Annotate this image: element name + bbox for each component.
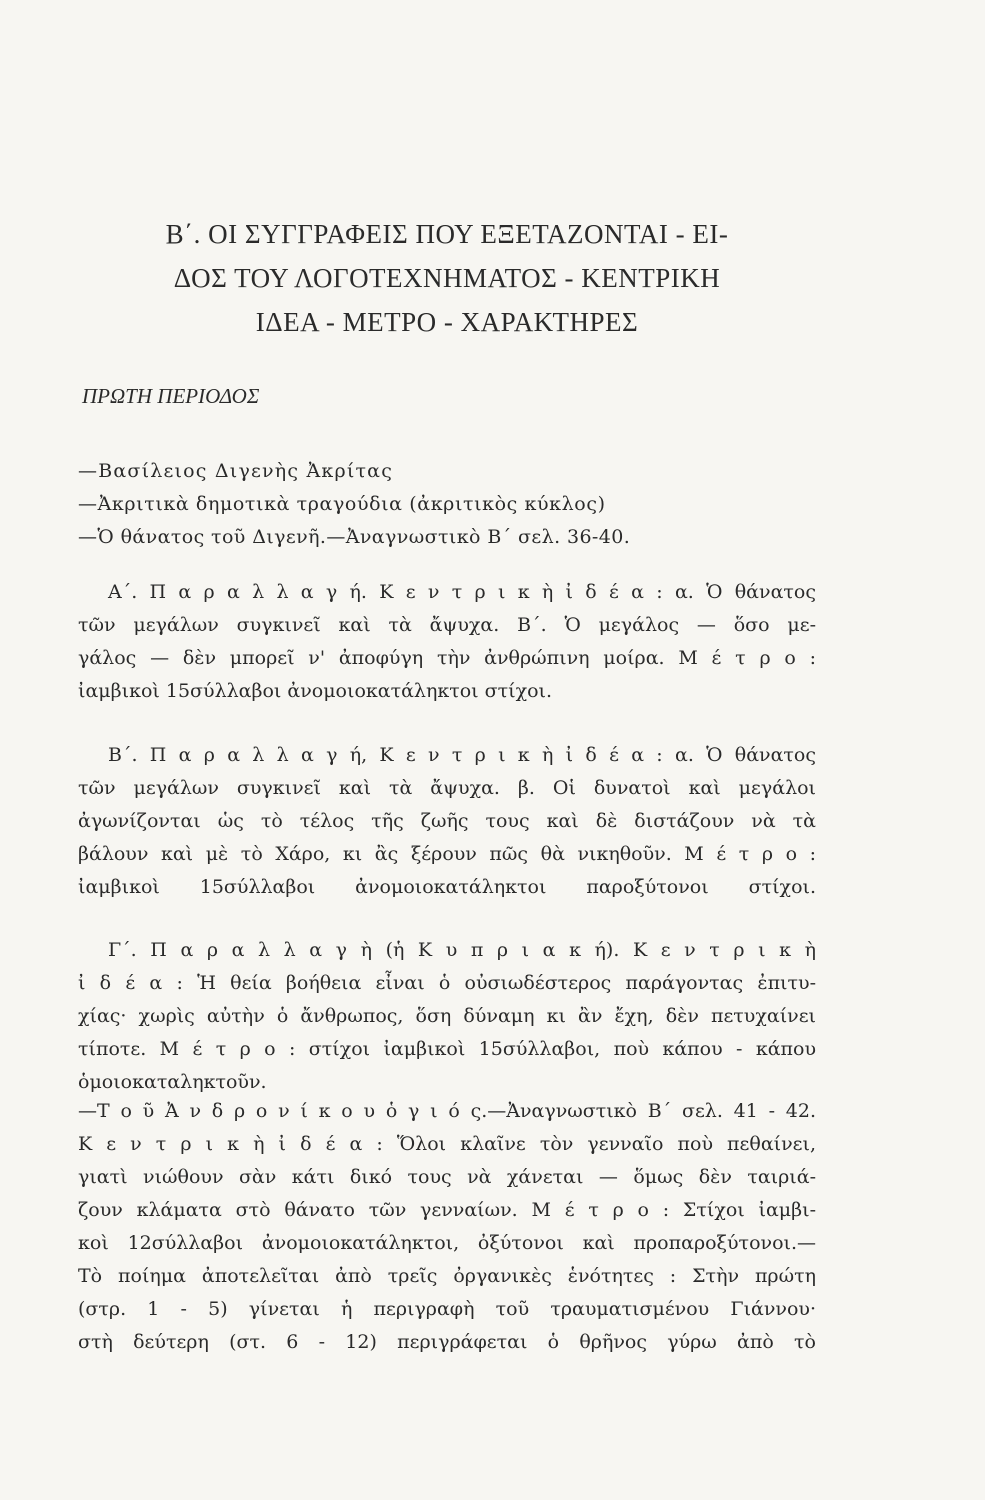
heading-line: ΔΟΣ ΤΟΥ ΛΟΓΟΤΕΧΝΗΜΑΤΟΣ - ΚΕΝΤΡΙΚΗ bbox=[173, 263, 721, 293]
text-line: χίας· χωρὶς αὐτὴν ὁ ἄνθρωπος, ὅση δύναμη κι ἂν ἔχη, δὲν πετυχαίνει bbox=[78, 1005, 816, 1027]
paragraph-variant-a bbox=[78, 576, 816, 708]
period-title: ΠΡΩΤΗ ΠΕΡΙΟΔΟΣ bbox=[82, 384, 260, 408]
text-line: Β΄. Π α ρ α λ λ α γ ή, Κ ε ν τ ρ ι κ ὴ ἰ δ έ α : α. Ὁ θάνατος bbox=[108, 744, 816, 766]
text-line: Γ΄. Π α ρ α λ λ α γ ὴ (ἡ Κ υ π ρ ι α κ ή). Κ ε ν τ ρ ι κ ὴ bbox=[108, 939, 816, 961]
text-line: τίποτε. Μ έ τ ρ ο : στίχοι ἰαμβικοὶ 15σύλλαβοι, ποὺ κάπου - κάπου bbox=[78, 1038, 816, 1060]
text-line: ὁμοιοκαταληκτοῦν. bbox=[78, 1071, 267, 1093]
chapter-heading bbox=[78, 212, 816, 344]
text-line: τῶν μεγάλων συγκινεῖ καὶ τὰ ἄψυχα. Β΄. Ὁ μεγάλος — ὅσο με- bbox=[78, 614, 816, 636]
work-line: —Βασίλειος Διγενὴς Ἀκρίτας bbox=[78, 460, 394, 482]
text-line: Α΄. Π α ρ α λ λ α γ ή. Κ ε ν τ ρ ι κ ὴ ἰ δ έ α : α. Ὁ θάνατος bbox=[108, 581, 816, 603]
text-line: ἰ δ έ α : Ἡ θεία βοήθεια εἶναι ὁ οὐσιωδέστερος παράγοντας ἐπιτυ- bbox=[78, 972, 816, 994]
text-line: στὴ δεύτερη (στ. 6 - 12) περιγράφεται ὁ θρῆνος γύρω ἀπὸ τὸ bbox=[78, 1331, 816, 1353]
text-line: κοὶ 12σύλλαβοι ἀνομοιοκατάληκτοι, ὀξύτονοι καὶ προπαροξύτονοι.— bbox=[78, 1232, 816, 1254]
text-line: —Τ ο ῦ Ἀ ν δ ρ ο ν ί κ ο υ ὁ γ ι ό ς.—Ἀναγνωστικὸ Β΄ σελ. 41 - 42. bbox=[78, 1100, 816, 1122]
text-line: Τὸ ποίημα ἀποτελεῖται ἀπὸ τρεῖς ὀργανικὲς ἑνότητες : Στὴν πρώτη bbox=[78, 1265, 816, 1287]
work-line: —Ἀκριτικὰ δημοτικὰ τραγούδια (ἀκριτικὸς κύκλος) bbox=[78, 493, 606, 515]
text-line: ζουν κλάματα στὸ θάνατο τῶν γενναίων. Μ έ τ ρ ο : Στίχοι ἰαμβι- bbox=[78, 1199, 816, 1221]
text-line: τῶν μεγάλων συγκινεῖ καὶ τὰ ἄψυχα. β. Οἱ δυνατοὶ καὶ μεγάλοι bbox=[78, 777, 816, 799]
paragraph-andronikos bbox=[78, 1095, 816, 1359]
text-line: ἰαμβικοὶ 15σύλλαβοι ἀνομοιοκατάληκτοι στίχοι. bbox=[78, 680, 553, 702]
heading-line: Β΄. ΟΙ ΣΥΓΓΡΑΦΕΙΣ ΠΟΥ ΕΞΕΤΑΖΟΝΤΑΙ - ΕΙ- bbox=[165, 219, 729, 249]
text-line: (στρ. 1 - 5) γίνεται ἡ περιγραφὴ τοῦ τραυματισμένου Γιάννου· bbox=[78, 1298, 816, 1320]
text-line: Κ ε ν τ ρ ι κ ὴ ἰ δ έ α : Ὅλοι κλαῖνε τὸν γενναῖο ποὺ πεθαίνει, bbox=[78, 1133, 816, 1155]
text-line: βάλουν καὶ μὲ τὸ Χάρο, κι ἂς ξέρουν πῶς θὰ νικηθοῦν. Μ έ τ ρ ο : bbox=[78, 843, 816, 865]
text-line: ἰαμβικοὶ 15σύλλαβοι ἀνομοιοκατάληκτοι παροξύτονοι στίχοι. bbox=[78, 876, 816, 898]
heading-line: ΙΔΕΑ - ΜΕΤΡΟ - ΧΑΡΑΚΤΗΡΕΣ bbox=[255, 307, 639, 337]
text-line: γιατὶ νιώθουν σὰν κάτι δικό τους νὰ χάνεται — ὅμως δὲν ταιριά- bbox=[78, 1166, 816, 1188]
text-line: ἀγωνίζονται ὡς τὸ τέλος τῆς ζωῆς τους καὶ δὲ διστάζουν νὰ τὰ bbox=[78, 810, 816, 832]
paragraph-variant-c bbox=[78, 934, 816, 1099]
text-line: γάλος — δὲν μπορεῖ ν' ἀποφύγη τὴν ἀνθρώπινη μοίρα. Μ έ τ ρ ο : bbox=[78, 647, 816, 669]
work-line: —Ὁ θάνατος τοῦ Διγενῆ.—Ἀναγνωστικὸ Β΄ σελ. 36-40. bbox=[78, 526, 631, 548]
paragraph-variant-b bbox=[78, 739, 816, 904]
